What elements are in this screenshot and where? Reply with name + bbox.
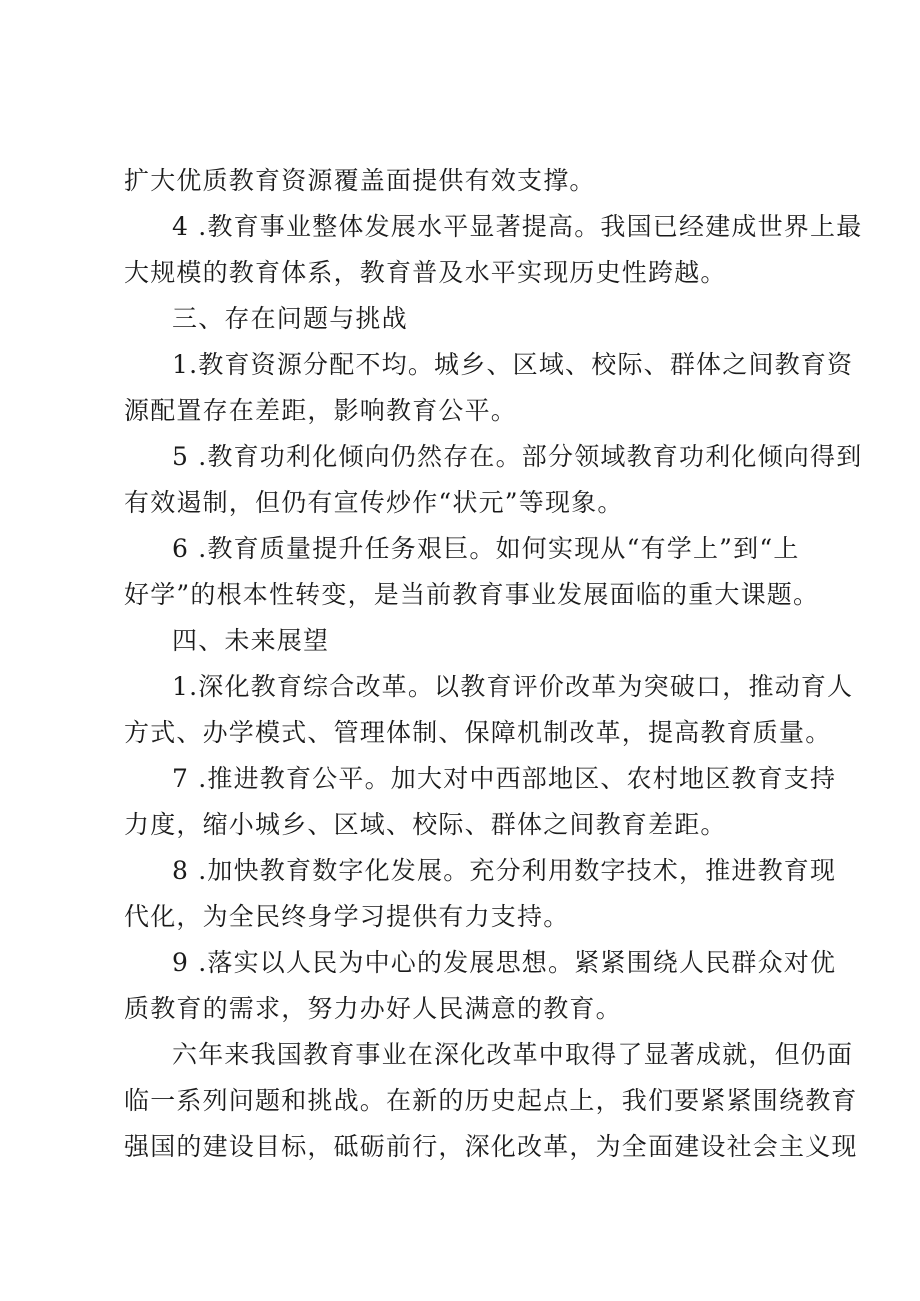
text-line: 1.深化教育综合改革。以教育评价改革为突破口，推动育人 (172, 672, 854, 701)
text-line: 1.教育资源分配不均。城乡、区域、校际、群体之间教育资 (172, 350, 854, 379)
text-line: 好学”的根本性转变，是当前教育事业发展面临的重大课题。 (124, 580, 820, 609)
text-line: 7 .推进教育公平。加大对中西部地区、农村地区教育支持 (172, 764, 837, 793)
text-line: 4 .教育事业整体发展水平显著提高。我国已经建成世界上最 (172, 212, 863, 241)
section-heading: 三、存在问题与挑战 (172, 304, 408, 333)
text-line: 有效遏制，但仍有宣传炒作“状元”等现象。 (124, 488, 624, 517)
text-line: 大规模的教育体系，教育普及水平实现历史性跨越。 (124, 258, 727, 287)
document-body (124, 158, 863, 1170)
text-line: 代化，为全民终身学习提供有力支持。 (124, 902, 570, 931)
text-line: 六年来我国教育事业在深化改革中取得了显著成就，但仍面 (172, 1040, 854, 1069)
text-line: 扩大优质教育资源覆盖面提供有效支撑。 (124, 166, 596, 195)
text-line: 临一系列问题和挑战。在新的历史起点上，我们要紧紧围绕教育 (124, 1086, 858, 1115)
section-heading: 四、未来展望 (172, 626, 330, 655)
text-line: 6 .教育质量提升任务艰巨。如何实现从“有学上”到“上 (172, 534, 800, 563)
text-line: 质教育的需求，努力办好人民满意的教育。 (124, 994, 622, 1023)
text-line: 源配置存在差距，影响教育公平。 (124, 396, 518, 425)
text-line: 9 .落实以人民为中心的发展思想。紧紧围绕人民群众对优 (172, 948, 837, 977)
text-line: 8 .加快教育数字化发展。充分利用数字技术，推进教育现 (172, 856, 837, 885)
text-line: 方式、办学模式、管理体制、保障机制改革，提高教育质量。 (124, 718, 832, 747)
text-line: 强国的建设目标，砥砺前行，深化改革，为全面建设社会主义现 (124, 1132, 858, 1161)
text-line: 力度，缩小城乡、区域、校际、群体之间教育差距。 (124, 810, 727, 839)
text-line: 5 .教育功利化倾向仍然存在。部分领域教育功利化倾向得到 (172, 442, 863, 471)
